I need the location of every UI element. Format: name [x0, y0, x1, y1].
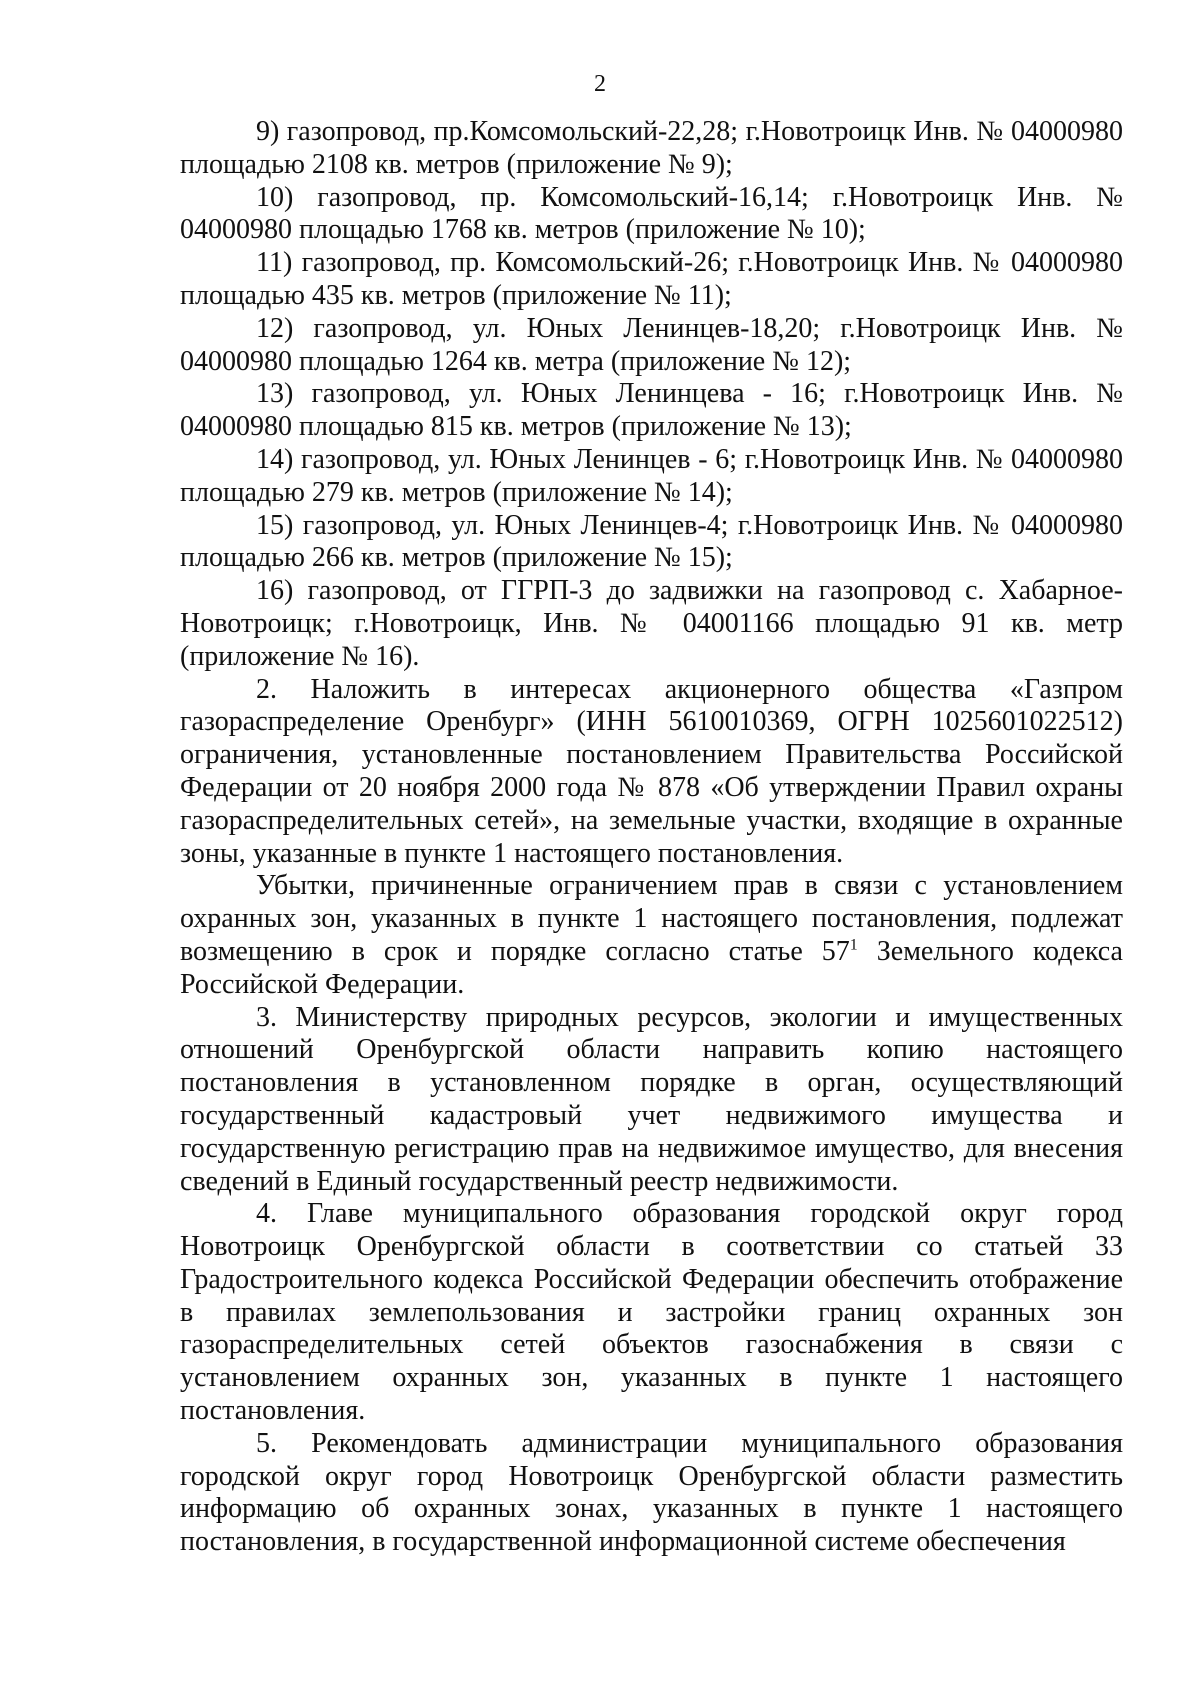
paragraph-section-5: 5. Рекомендовать администрации муниципального образования городской округ город Новотроицк Оренбургской области разместить информацию об охранных зонах, указанных в пункте 1 настоящего постановления, в государственной информационной системе обеспечения	[180, 1427, 1123, 1558]
document-body	[180, 116, 1123, 1559]
article-superscript: 1	[849, 936, 858, 954]
paragraph-item-13: 13) газопровод, ул. Юных Ленинцева - 16; г.Новотроицк Инв. № 04000980 площадью 815 кв. метров (приложение № 13);	[180, 378, 1123, 443]
losses-text-before: Убытки, причиненные ограничением прав в связи с установлением охранных зон, указанных в пункте 1 настоящего постановления, подлежат возмещению в срок и порядке согласно статье 57	[180, 870, 1123, 967]
losses-text-after: Земельного кодекса Российской Федерации.	[180, 935, 1123, 1000]
paragraph-item-11: 11) газопровод, пр. Комсомольский-26; г.Новотроицк Инв. № 04000980 площадью 435 кв. метров (приложение № 11);	[180, 247, 1123, 311]
paragraph-section-4: 4. Главе муниципального образования городской округ город Новотроицк Оренбургской области в соответствии со статьей 33 Градостроительного кодекса Российской Федерации обеспечить отображение в правилах землепользования и застройки границ охранных зон газораспределительных сетей объектов газоснабжения в связи с установлением охранных зон, указанных в пункте 1 настоящего постановления.	[180, 1198, 1123, 1427]
paragraph-section-2: 2. Наложить в интересах акционерного общества «Газпром газораспределение Оренбург» (ИНН 5610010369, ОГРН 1025601022512) ограничения, установленные постановлением Правительства Российской Федерации от 20 ноября 2000 года № 878 «Об утверждении Правил охраны газораспределительных сетей», на земельные участки, входящие в охранные зоны, указанные в пункте 1 настоящего постановления.	[180, 673, 1123, 869]
paragraph-item-15: 15) газопровод, ул. Юных Ленинцев-4; г.Новотроицк Инв. № 04000980 площадью 266 кв. метров (приложение № 15);	[180, 509, 1123, 574]
paragraph-section-3: 3. Министерству природных ресурсов, экологии и имущественных отношений Оренбургской области направить копию настоящего постановления в установленном порядке в орган, осуществляющий государственный кадастровый учет недвижимого имущества и государственную регистрацию прав на недвижимое имущество, для внесения сведений в Единый государственный реестр недвижимости.	[180, 1001, 1123, 1197]
paragraph-item-16: 16) газопровод, от ГГРП-3 до задвижки на газопровод с. Хабарное-Новотроицк; г.Новотроицк, Инв. № 04001166 площадью 91 кв. метр (приложение № 16).	[180, 575, 1123, 672]
paragraph-item-14: 14) газопровод, ул. Юных Ленинцев - 6; г.Новотроицк Инв. № 04000980 площадью 279 кв. метров (приложение № 14);	[180, 443, 1123, 508]
paragraph-item-9: 9) газопровод, пр.Комсомольский-22,28; г.Новотроицк Инв. № 04000980 площадью 2108 кв. метров (приложение № 9);	[180, 116, 1123, 180]
paragraph-item-12: 12) газопровод, ул. Юных Ленинцев-18,20; г.Новотроицк Инв. № 04000980 площадью 1264 кв. метра (приложение № 12);	[180, 312, 1123, 377]
paragraph-item-10: 10) газопровод, пр. Комсомольский-16,14; г.Новотроицк Инв. № 04000980 площадью 1768 кв. метров (приложение № 10);	[180, 181, 1123, 246]
paragraph-losses	[180, 870, 1123, 1001]
page-number: 2	[594, 71, 606, 97]
